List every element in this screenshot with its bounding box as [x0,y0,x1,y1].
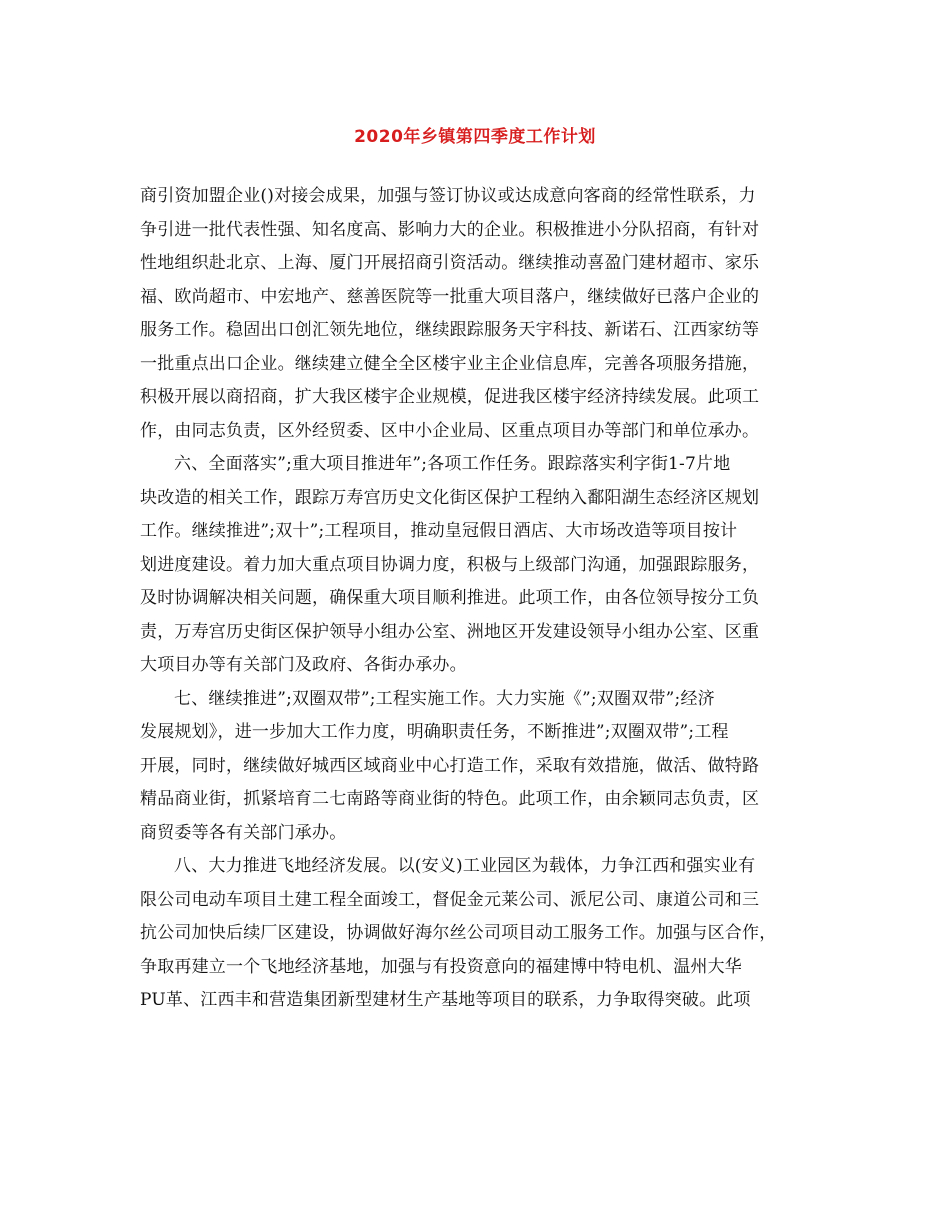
text-line: 服务工作。稳固出口创汇领先地位，继续跟踪服务天宇科技、新诺石、江西家纺等 [140,320,760,340]
text-line: 工作。继续推进”;双十”;工程项目，推动皇冠假日酒店、大市场改造等项目按计 [140,521,738,541]
text-line: 限公司电动车项目土建工程全面竣工，督促金元莱公司、派尼公司、康道公司和三 [140,889,760,910]
text-line: 抗公司加快后续厂区建设，协调做好海尔丝公司项目动工服务工作。加强与区合作， [140,923,777,943]
text-line: 福、欧尚超市、中宏地产、慈善医院等一批重大项目落户，继续做好已落户企业的 [140,286,760,307]
text-line: 块改造的相关工作，跟踪万寿宫历史文化街区保护工程纳入鄱阳湖生态经济区规划 [140,487,760,508]
text-line: 开展，同时，继续做好城西区域商业中心打造工作，采取有效措施，做活、做特路 [140,755,760,776]
text-line: 一批重点出口企业。继续建立健全全区楼宇业主企业信息库，完善各项服务措施， [140,353,760,374]
paragraph-first-line: 六、全面落实”;重大项目推进年”;各项工作任务。跟踪落实利字街1-7片地 [174,454,731,474]
document-title: 2020年乡镇第四季度工作计划 [354,127,596,147]
text-line: 发展规划》，进一步加大工作力度，明确职责任务，不断推进”;双圈双带”;工程 [140,722,729,742]
text-line: 性地组织赴北京、上海、厦门开展招商引资活动。继续推动喜盈门建材超市、家乐 [140,253,760,273]
text-line: 商贸委等各有关部门承办。 [140,822,347,843]
text-line: 划进度建设。着力加大重点项目协调力度，积极与上级部门沟通，加强跟踪服务， [140,554,760,575]
paragraph-first-line: 八、大力推进飞地经济发展。以(安义)工业园区为载体，力争江西和强实业有 [174,856,756,876]
text-line: 精品商业街，抓紧培育二七南路等商业街的特色。此项工作，由余颖同志负责，区 [140,789,760,809]
text-line: 作，由同志负责，区外经贸委、区中小企业局、区重点项目办等部门和单位承办。 [140,420,760,441]
text-line: 争取再建立一个飞地经济基地，加强与有投资意向的福建博中特电机、温州大华 [140,956,742,977]
text-line: 商引资加盟企业()对接会成果，加强与签订协议或达成意向客商的经常性联系，力 [140,186,756,206]
text-line: 责，万寿宫历史街区保护领导小组办公室、洲地区开发建设领导小组办公室、区重 [140,621,760,642]
text-line: 争引进一批代表性强、知名度高、影响力大的企业。积极推进小分队招商，有针对 [140,219,760,240]
text-line: 积极开展以商招商，扩大我区楼宇企业规模，促进我区楼宇经济持续发展。此项工 [140,387,760,407]
document-body [140,180,820,1018]
text-line: 大项目办等有关部门及政府、各街办承办。 [140,655,467,675]
paragraph-first-line: 七、继续推进”;双圈双带”;工程实施工作。大力实施《”;双圈双带”;经济 [174,688,715,709]
text-line: PU革、江西丰和营造集团新型建材生产基地等项目的联系，力争取得突破。此项 [140,990,751,1010]
text-line: 及时协调解决相关问题，确保重大项目顺利推进。此项工作，由各位领导按分工负 [140,588,760,608]
